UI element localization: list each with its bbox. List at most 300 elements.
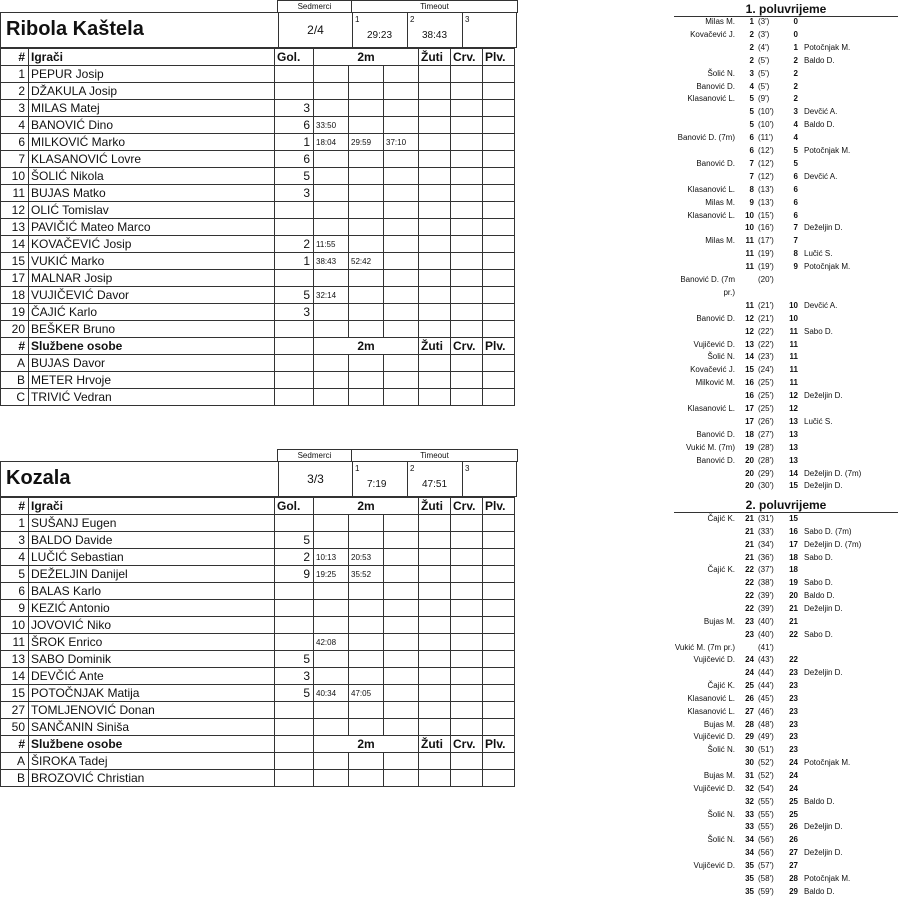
event-minute: (21') [758,300,774,310]
event-row [660,351,900,363]
player-2min-time [349,515,384,532]
player-2min-time [314,185,349,202]
home-score: 21 [745,539,754,549]
col-empty [275,736,314,753]
home-scorer: Kovačević J. [690,365,735,375]
official-2min-time [314,355,349,372]
event-row [660,847,900,859]
player-blue [483,566,515,583]
event-row [660,132,900,144]
away-score: 26 [789,822,798,832]
player-number: 17 [1,270,29,287]
away-score: 25 [789,796,798,806]
player-2min-time: 47:05 [349,685,384,702]
official-row [1,389,515,406]
away-score: 20 [789,591,798,601]
home-score: 11 [745,262,754,272]
event-row [660,261,900,273]
player-2min-time [314,168,349,185]
player-goals [275,202,314,219]
event-minute: (34') [758,539,774,549]
player-blue [483,321,515,338]
timeout-label: Timeout [351,0,518,13]
event-minute: (40') [758,616,774,626]
home-score: 22 [745,603,754,613]
official-2min-time [349,372,384,389]
player-name: SUŠANJ Eugen [29,515,275,532]
home-score: 24 [745,668,754,678]
away-score: 0 [793,17,798,26]
player-row [1,304,515,321]
home-score: 5 [749,107,754,117]
away-score: 21 [789,603,798,613]
player-red [451,253,483,270]
player-number: 14 [1,668,29,685]
player-2min-time: 32:14 [314,287,349,304]
away-scorer: Baldo D. [804,591,835,601]
event-row [660,248,900,260]
away-score: 23 [789,693,798,703]
player-yellow [419,100,451,117]
player-name: BANOVIĆ Dino [29,117,275,134]
event-row [660,642,900,654]
event-minute: (52') [758,758,774,768]
away-scorer: Deželjin D. [804,603,843,613]
away-scorer: Potočnjak M. [804,42,851,52]
event-row [660,145,900,157]
player-2min-time: 18:04 [314,134,349,151]
home-scorer: Klasanović L. [687,706,735,716]
player-2min-time [349,321,384,338]
player-2min-time [384,253,419,270]
player-name: MALNAR Josip [29,270,275,287]
official-blue [483,753,515,770]
player-2min-time [349,702,384,719]
player-2min-time [314,66,349,83]
home-score: 26 [745,693,754,703]
half1-title: 1. poluvrijeme [674,2,898,17]
event-minute: (21') [758,313,774,323]
player-2min-time [384,600,419,617]
player-2min-time: 35:52 [349,566,384,583]
player-red [451,321,483,338]
away-score: 14 [789,468,798,478]
home-scorer: Banović D. [696,81,735,91]
away-score: 27 [789,860,798,870]
player-name: BALDO Davide [29,532,275,549]
player-goals: 6 [275,117,314,134]
player-2min-time [384,668,419,685]
away-score: 12 [789,404,798,413]
home-score: 31 [745,771,754,780]
player-goals: 9 [275,566,314,583]
event-row [660,81,900,93]
player-number: 2 [1,83,29,100]
event-minute: (28') [758,455,774,465]
official-2min-time [384,770,419,787]
player-name: VUKIĆ Marko [29,253,275,270]
home-score: 7 [749,158,754,168]
player-2min-time [384,702,419,719]
player-name: SABO Dominik [29,651,275,668]
player-blue [483,600,515,617]
player-number: 15 [1,253,29,270]
away-score: 26 [789,835,798,845]
player-name: KOVAČEVIĆ Josip [29,236,275,253]
event-row [660,416,900,428]
player-2min-time [314,702,349,719]
team-name: Ribola Kaštela [6,18,144,40]
away-score: 3 [793,107,798,117]
home-scorer: Milas M. [705,17,735,26]
event-minute: (23') [758,352,774,362]
player-yellow [419,702,451,719]
player-row [1,532,515,549]
home-score: 22 [745,591,754,601]
officials-header-row [1,736,515,753]
home-scorer: Klasanović L. [687,184,735,194]
away-score: 6 [793,197,798,207]
away-scorer: Baldo D. [804,886,835,896]
home-scorer: Milković M. [695,378,735,388]
player-number: 13 [1,651,29,668]
event-row [660,222,900,234]
player-2min-time [349,202,384,219]
player-row [1,651,515,668]
event-minute: (26') [758,416,774,426]
player-name: KEZIĆ Antonio [29,600,275,617]
player-row [1,253,515,270]
event-row [660,757,900,769]
player-yellow [419,185,451,202]
home-score: 32 [745,783,754,793]
player-goals: 5 [275,651,314,668]
timeout-number: 2 [410,15,415,24]
away-score: 11 [789,365,798,375]
away-score: 27 [789,848,798,858]
event-minute: (12') [758,146,774,155]
col-goals: Gol. [275,498,314,515]
event-minute: (24') [758,365,774,375]
player-yellow [419,515,451,532]
player-yellow [419,134,451,151]
event-minute: (49') [758,732,774,742]
player-2min-time [349,583,384,600]
away-score: 6 [793,184,798,194]
player-row [1,549,515,566]
player-name: JOVOVIĆ Niko [29,617,275,634]
home-score: 15 [745,365,754,375]
player-blue [483,617,515,634]
away-scorer: Deželjin D. [804,223,843,233]
away-score: 15 [789,514,798,523]
col-red: Crv. [451,49,483,66]
event-minute: (59') [758,886,774,896]
event-minute: (52') [758,771,774,780]
event-minute: (4') [758,42,770,52]
player-number: 4 [1,117,29,134]
away-scorer: Baldo D. [804,796,835,806]
player-2min-time [314,719,349,736]
player-red [451,515,483,532]
player-goals [275,583,314,600]
player-yellow [419,719,451,736]
event-minute: (41') [758,642,774,652]
player-2min-time [384,185,419,202]
official-empty [275,753,314,770]
away-scorer: Potočnjak M. [804,146,851,155]
player-number: 1 [1,66,29,83]
player-blue [483,719,515,736]
player-2min-time [349,600,384,617]
player-red [451,583,483,600]
official-letter: B [1,770,29,787]
away-scorer: Sabo D. [804,552,833,562]
away-score: 12 [789,391,798,401]
event-row [660,455,900,467]
event-minute: (20') [758,275,774,284]
away-scorer: Deželjin D. (7m) [804,539,862,549]
event-row [660,706,900,718]
player-name: DEVČIĆ Ante [29,668,275,685]
event-row [660,468,900,480]
home-score: 10 [745,210,754,220]
home-score: 17 [745,404,754,413]
players-header-row [1,498,515,515]
player-name: LUČIĆ Sebastian [29,549,275,566]
official-red [451,389,483,406]
player-2min-time [384,236,419,253]
player-red [451,100,483,117]
official-row [1,355,515,372]
home-score: 16 [745,391,754,401]
player-yellow [419,270,451,287]
away-score: 28 [789,873,798,883]
player-number: 50 [1,719,29,736]
player-2min-time [384,117,419,134]
player-2min-time [384,566,419,583]
event-minute: (13') [758,184,774,194]
player-blue [483,515,515,532]
official-name: METER Hrvoje [29,372,275,389]
event-row [660,197,900,209]
player-red [451,566,483,583]
player-row [1,583,515,600]
event-row [660,16,900,28]
player-red [451,702,483,719]
home-score: 12 [745,326,754,336]
home-scorer: Vukić M. (7m pr.) [674,642,735,652]
player-2min-time: 42:08 [314,634,349,651]
away-scorer: Baldo D. [804,55,835,65]
away-scorer: Devčić A. [804,300,838,310]
player-name: MILAS Matej [29,100,275,117]
home-score: 34 [745,848,754,858]
official-empty [275,372,314,389]
player-number: 4 [1,549,29,566]
event-minute: (12') [758,171,774,181]
player-2min-time [384,287,419,304]
players-header-row [1,49,515,66]
player-2min-time [384,617,419,634]
player-2min-time [384,583,419,600]
away-score: 1 [793,42,798,52]
col-red: Crv. [451,736,483,753]
home-score: 11 [745,300,754,310]
player-2min-time [384,219,419,236]
away-score: 13 [789,442,798,452]
official-row [1,770,515,787]
player-yellow [419,617,451,634]
event-minute: (56') [758,835,774,845]
away-score: 11 [789,352,798,362]
home-score: 25 [745,681,754,691]
home-scorer: Šolić N. [707,352,735,362]
away-scorer: Sabo D. [804,326,833,336]
home-score: 30 [745,745,754,755]
player-name: DEŽELJIN Danijel [29,566,275,583]
player-row [1,134,515,151]
player-blue [483,219,515,236]
away-score: 5 [793,158,798,168]
official-2min-time [384,372,419,389]
home-scorer: Banović D. [696,429,735,439]
sedmerci-label: Sedmerci [277,0,352,13]
away-score: 15 [789,481,798,491]
player-red [451,151,483,168]
event-row [660,886,900,898]
event-row [660,403,900,415]
official-blue [483,372,515,389]
player-red [451,66,483,83]
player-blue [483,634,515,651]
away-scorer: Potočnjak M. [804,262,851,272]
player-row [1,151,515,168]
official-yellow [419,770,451,787]
away-score: 16 [789,526,798,536]
away-score: 11 [789,326,798,336]
player-goals: 6 [275,151,314,168]
away-score: 23 [789,745,798,755]
player-blue [483,185,515,202]
official-letter: A [1,753,29,770]
player-blue [483,549,515,566]
player-name: KLASANOVIĆ Lovre [29,151,275,168]
player-2min-time [349,287,384,304]
player-yellow [419,219,451,236]
away-score: 13 [789,416,798,426]
official-yellow [419,372,451,389]
player-goals [275,600,314,617]
player-yellow [419,600,451,617]
player-red [451,117,483,134]
home-scorer: Vujičević D. [693,655,735,665]
event-row [660,770,900,782]
player-number: 15 [1,685,29,702]
away-scorer: Sabo D. [804,629,833,639]
event-minute: (19') [758,249,774,259]
col-officials: Službene osobe [29,736,275,753]
timeout-cell [462,462,517,496]
sedmerci-label: Sedmerci [277,449,352,462]
home-score: 20 [745,455,754,465]
col-blue: Plv. [483,49,515,66]
event-minute: (36') [758,552,774,562]
away-score: 18 [789,552,798,562]
official-red [451,355,483,372]
player-name: OLIĆ Tomislav [29,202,275,219]
home-score: 20 [745,481,754,491]
player-2min-time [349,651,384,668]
away-score: 24 [789,771,798,780]
event-minute: (39') [758,603,774,613]
home-score: 5 [749,94,754,104]
away-scorer: Deželjin D. [804,848,843,858]
player-2min-time [384,685,419,702]
player-2min-time [314,304,349,321]
home-score: 4 [749,81,754,91]
home-scorer: Bujas M. [703,719,735,729]
event-row [660,821,900,833]
col-red: Crv. [451,338,483,355]
timeout-number: 2 [410,464,415,473]
player-2min-time [384,168,419,185]
away-scorer: Deželjin D. [804,668,843,678]
event-row [660,68,900,80]
timeout-number: 1 [355,15,360,24]
event-row [660,796,900,808]
event-minute: (5') [758,81,770,91]
away-score: 7 [793,223,798,233]
player-goals: 5 [275,168,314,185]
timeout-time: 38:43 [422,30,448,41]
event-row [660,377,900,389]
player-blue [483,685,515,702]
player-blue [483,83,515,100]
player-2min-time [384,515,419,532]
player-blue [483,532,515,549]
home-score: 11 [745,249,754,259]
away-score: 6 [793,210,798,220]
home-score: 5 [749,120,754,130]
players-table [0,497,515,787]
event-minute: (5') [758,68,770,78]
player-goals [275,515,314,532]
event-row [660,590,900,602]
event-minute: (40') [758,629,774,639]
away-score: 23 [789,706,798,716]
home-scorer: Klasanović L. [687,210,735,220]
player-name: ŠOLIĆ Nikola [29,168,275,185]
player-goals [275,219,314,236]
event-row [660,364,900,376]
player-2min-time [384,321,419,338]
player-2min-time [349,617,384,634]
official-2min-time [349,770,384,787]
player-yellow [419,253,451,270]
away-score: 13 [789,455,798,465]
player-name: SANČANIN Siniša [29,719,275,736]
home-score: 17 [745,416,754,426]
event-row [660,693,900,705]
away-scorer: Sabo D. [804,578,833,588]
official-blue [483,355,515,372]
home-scorer: Milas M. [705,197,735,207]
event-row [660,731,900,743]
event-minute: (19') [758,262,774,272]
event-minute: (57') [758,860,774,870]
player-blue [483,702,515,719]
